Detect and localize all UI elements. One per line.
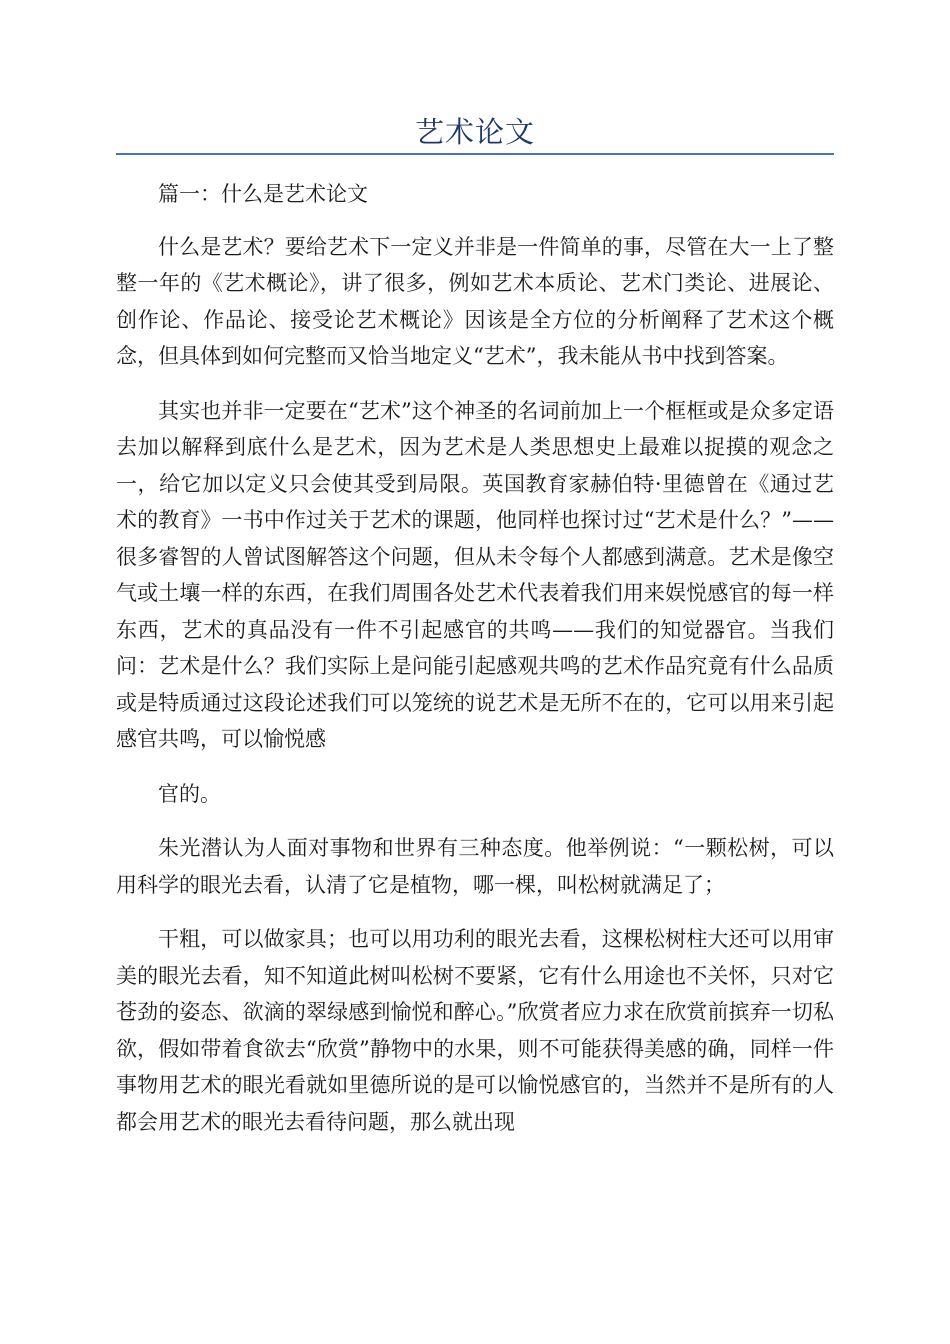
title-underline — [116, 153, 834, 155]
paragraph: 朱光潜认为人面对事物和世界有三种态度。他举例说：“一颗松树，可以用科学的眼光去看，认清了它是植物，哪一棵，叫松树就满足了； — [116, 836, 834, 897]
document-body — [116, 176, 834, 1158]
paragraph: 干粗，可以做家具；也可以用功利的眼光去看，这棵松树柱大还可以用审美的眼光去看，知不知道此树叫松树不要紧，它有什么用途也不关怀，只对它苍劲的姿态、欲滴的翠绿感到愉悦和醉心。”欣赏者应力求在欣赏前摈弃一切私欲，假如带着食欲去“欣赏”静物中的水果，则不可能获得美感的确，同样一件事物用艺术的眼光看就如里德所说的是可以愉悦感官的，当然并不是所有的人都会用艺术的眼光去看待问题，那么就出现 — [116, 927, 834, 1134]
section-heading: 篇一：什么是艺术论文 — [158, 182, 368, 206]
document-title: 艺术论文 — [414, 115, 535, 149]
paragraph: 什么是艺术？要给艺术下一定义并非是一件简单的事，尽管在大一上了整整一年的《艺术概论》，讲了很多，例如艺术本质论、艺术门类论、进展论、创作论、作品论、接受论艺术概论》因该是全方位的分析阐释了艺术这个概念，但具体到如何完整而又恰当地定义“艺术”，我未能从书中找到答案。 — [116, 234, 834, 368]
paragraph: 官的。 — [158, 781, 221, 806]
paragraph: 其实也并非一定要在“艺术”这个神圣的名词前加上一个框框或是众多定语去加以解释到底什么是艺术，因为艺术是人类思想史上最难以捉摸的观念之一，给它加以定义只会使其受到局限。英国教育家赫伯特·里德曾在《通过艺术的教育》一书中作过关于艺术的课题，他同样也探讨过“艺术是什么？”——很多睿智的人曾试图解答这个问题，但从未令每个人都感到满意。艺术是像空气或土壤一样的东西，在我们周围各处艺术代表着我们用来娱悦感官的每一样东西，艺术的真品没有一件不引起感官的共鸣——我们的知觉器官。当我们问：艺术是什么？我们实际上是问能引起感观共鸣的艺术作品究竟有什么品质或是特质通过这段论述我们可以笼统的说艺术是无所不在的，它可以用来引起感官共鸣，可以愉悦感 — [116, 398, 834, 751]
